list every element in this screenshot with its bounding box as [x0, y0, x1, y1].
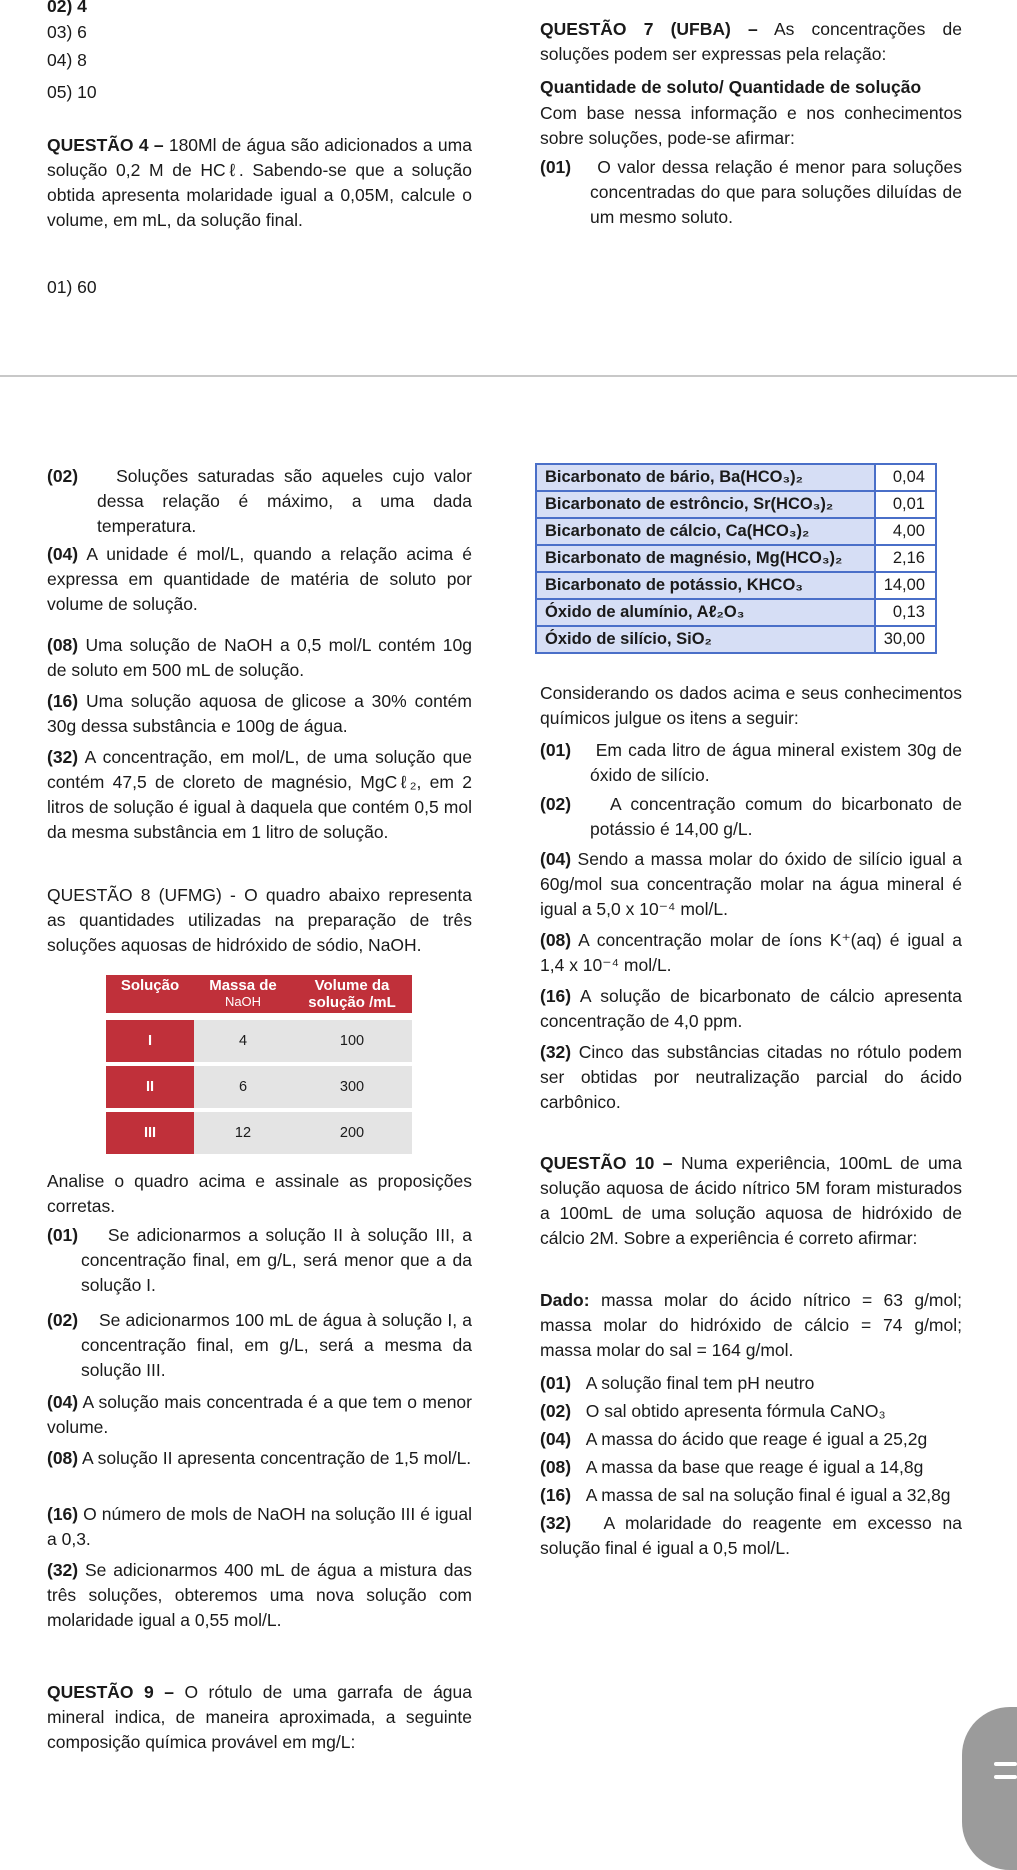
question-8-title: QUESTÃO 8 (UFMG) -: [47, 885, 236, 905]
header-volume: Volume da solução /mL: [292, 975, 412, 1013]
question-10-item-16: (16) A massa de sal na solução final é igual a 32,8g: [540, 1485, 951, 1505]
table-row: Bicarbonato de potássio, KHCO₃ 14,00: [536, 572, 936, 599]
question-9-item-16: (16) A solução de bicarbonato de cálcio apresenta concentração de 4,0 ppm.: [540, 986, 962, 1031]
question-9-text: O rótulo de uma garrafa de água mineral indica, de maneira aproximada, a seguinte composição química provável em mg/L:: [47, 1682, 472, 1752]
option-02: 02) 4: [47, 0, 87, 16]
question-7-item-32: (32) A concentração, em mol/L, de uma solução que contém 47,5 de cloreto de magnésio, MgCℓ₂, em 2 litros de solução é igual à daquela que contém 0,5 mol da mesma substância em 1 litro de solução.: [47, 747, 472, 842]
table-row: Óxido de silício, SiO₂ 30,00: [536, 626, 936, 653]
question-7-relation: Quantidade de soluto/ Quantidade de solução: [540, 77, 922, 97]
question-8: [47, 883, 472, 958]
table-row: II 6 300: [106, 1064, 412, 1110]
option-03: 03) 6: [47, 22, 87, 42]
table-row: Bicarbonato de bário, Ba(HCO₃)₂ 0,04: [536, 464, 936, 491]
question-10-item-01: (01) A solução final tem pH neutro: [540, 1373, 815, 1393]
option-04: 04) 8: [47, 50, 87, 70]
question-9-item-04: (04) Sendo a massa molar do óxido de silício igual a 60g/mol sua concentração molar na água mineral é igual a 5,0 x 10⁻⁴ mol/L.: [540, 849, 962, 919]
question-7-title: QUESTÃO 7 (UFBA) –: [540, 19, 758, 39]
question-10-item-32: (32) A molaridade do reagente em excesso na solução final é igual a 0,5 mol/L.: [540, 1513, 962, 1558]
question-7-item-01: (01) O valor dessa relação é menor para soluções concentradas do que para soluções diluídas de um mesmo soluto.: [540, 157, 962, 227]
question-8-item-08: (08) A solução II apresenta concentração de 1,5 mol/L.: [47, 1448, 472, 1468]
question-8-item-16: (16) O número de mols de NaOH na solução III é igual a 0,3.: [47, 1504, 472, 1549]
question-4-title: QUESTÃO 4 –: [47, 135, 164, 155]
question-9-item-02: (02) A concentração comum do bicarbonato de potássio é 14,00 g/L.: [540, 794, 963, 839]
page-divider: [0, 375, 1017, 377]
question-9: [47, 1680, 472, 1755]
question-10: [540, 1151, 962, 1251]
question-9-item-01: (01) Em cada litro de água mineral existem 30g de óxido de silício.: [540, 740, 963, 785]
question-8-lead: Analise o quadro acima e assinale as proposições corretas.: [47, 1171, 472, 1216]
question-7-intro: As concentrações de soluções podem ser expressas pela relação:: [540, 19, 962, 64]
question-10-data: Dado: massa molar do ácido nítrico = 63 g/mol; massa molar do hidróxido de cálcio = 74 g/mol; massa molar do sal = 164 g/mol.: [540, 1290, 962, 1360]
question-9-item-32: (32) Cinco das substâncias citadas no rótulo podem ser obtidas por neutralização parcial do ácido carbônico.: [540, 1042, 962, 1112]
question-10-title: QUESTÃO 10 –: [540, 1153, 673, 1173]
question-10-item-04: (04) A massa do ácido que reage é igual a 25,2g: [540, 1429, 928, 1449]
option-05: 05) 10: [47, 82, 97, 102]
naoh-solutions-table: [106, 975, 412, 1158]
table-row: III 12 200: [106, 1110, 412, 1156]
question-10-text: Numa experiência, 100mL de uma solução aquosa de ácido nítrico 5M foram misturados a 100mL de uma solução aquosa de hidróxido de cálcio 2M. Sobre a experiência é correto afirmar:: [540, 1153, 962, 1248]
header-solucao: Solução: [106, 975, 194, 1013]
table-row: Bicarbonato de magnésio, Mg(HCO₃)₂ 2,16: [536, 545, 936, 572]
question-4: [47, 133, 472, 233]
question-7-item-04: (04) A unidade é mol/L, quando a relação acima é expressa em quantidade de matéria de soluto por volume de solução.: [47, 544, 472, 614]
question-4-text: 180Ml de água são adicionados a uma solução 0,2 M de HCℓ. Sabendo-se que a solução obtida apresenta molaridade igual a 0,05M, calcule o volume, em mL, da solução final.: [47, 135, 472, 230]
question-8-intro: O quadro abaixo representa as quantidades utilizadas na preparação de três soluções aquosas de hidróxido de sódio, NaOH.: [47, 885, 473, 955]
question-7-item-08: (08) Uma solução de NaOH a 0,5 mol/L contém 10g de soluto em 500 mL de solução.: [47, 635, 472, 680]
table-row: I 4 100: [106, 1020, 412, 1064]
question-8-item-04: (04) A solução mais concentrada é a que tem o menor volume.: [47, 1392, 472, 1437]
question-8-item-02: (02) Se adicionarmos 100 mL de água à solução I, a concentração final, em g/L, será a mesma da solução III.: [47, 1310, 472, 1380]
table-row: Bicarbonato de estrôncio, Sr(HCO₃)₂ 0,01: [536, 491, 936, 518]
question-7-item-16: (16) Uma solução aquosa de glicose a 30% contém 30g dessa substância e 100g de água.: [47, 691, 472, 736]
header-massa: Massa de NaOH: [194, 975, 292, 1013]
question-9-item-08: (08) A concentração molar de íons K⁺(aq) é igual a 1,4 x 10⁻⁴ mol/L.: [540, 930, 962, 975]
question-9-lead: Considerando os dados acima e seus conhecimentos químicos julgue os itens a seguir:: [540, 683, 962, 728]
question-9-title: QUESTÃO 9 –: [47, 1682, 174, 1702]
question-4-option-01: 01) 60: [47, 277, 97, 297]
menu-icon: [994, 1762, 1017, 1788]
mineral-water-table: [535, 463, 937, 654]
question-10-item-02: (02) O sal obtido apresenta fórmula CaNO₃: [540, 1401, 886, 1421]
question-8-item-01: (01) Se adicionarmos a solução II à solução III, a concentração final, em g/L, será menor que a da solução I.: [47, 1225, 472, 1295]
question-7-item-02: (02) Soluções saturadas são aqueles cujo valor dessa relação é máximo, a uma dada temperatura.: [47, 466, 472, 536]
question-8-item-32: (32) Se adicionarmos 400 mL de água a mistura das três soluções, obteremos uma nova solução com molaridade igual a 0,55 mol/L.: [47, 1560, 472, 1630]
question-10-item-08: (08) A massa da base que reage é igual a 14,8g: [540, 1457, 924, 1477]
table-row: Óxido de alumínio, Aℓ₂O₃ 0,13: [536, 599, 936, 626]
question-7-lead: Com base nessa informação e nos conhecimentos sobre soluções, pode-se afirmar:: [540, 103, 962, 148]
table-row: Bicarbonato de cálcio, Ca(HCO₃)₂ 4,00: [536, 518, 936, 545]
table-header-row: [106, 975, 412, 1013]
scroll-handle[interactable]: [962, 1707, 1017, 1870]
question-7: [540, 17, 962, 67]
